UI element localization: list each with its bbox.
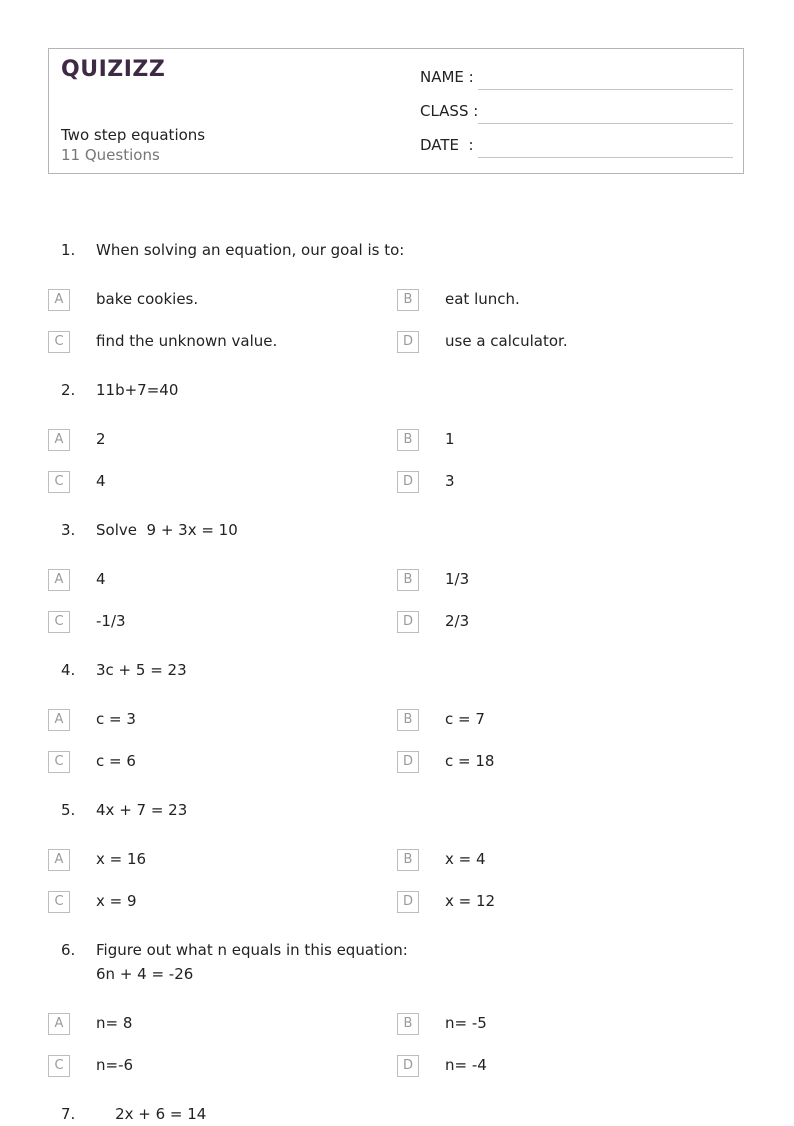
question-text: Solve 9 + 3x = 10 — [96, 521, 238, 539]
option-letter-b[interactable]: B — [397, 709, 419, 731]
option-text-a: c = 3 — [96, 710, 136, 728]
option-letter-c[interactable]: C — [48, 1055, 70, 1077]
option-letter-d[interactable]: D — [397, 891, 419, 913]
option-letter-a[interactable]: A — [48, 429, 70, 451]
question-number: 7. — [61, 1105, 76, 1123]
option-text-d: 3 — [445, 472, 455, 490]
option-letter-c[interactable]: C — [48, 471, 70, 493]
option-text-c: x = 9 — [96, 892, 137, 910]
option-text-a: 4 — [96, 570, 106, 588]
worksheet-header — [48, 48, 744, 174]
option-text-b: c = 7 — [445, 710, 485, 728]
option-letter-c[interactable]: C — [48, 611, 70, 633]
name-label: NAME : — [420, 68, 474, 86]
option-text-d: x = 12 — [445, 892, 496, 910]
name-field[interactable] — [420, 68, 733, 90]
option-letter-a[interactable]: A — [48, 289, 70, 311]
worksheet-title: Two step equations — [61, 126, 206, 144]
class-field[interactable] — [420, 102, 733, 124]
date-line[interactable] — [478, 157, 733, 158]
option-text-d: use a calculator. — [445, 332, 568, 350]
class-line[interactable] — [478, 123, 733, 124]
option-text-d: n= -4 — [445, 1056, 487, 1074]
question-number: 2. — [61, 381, 76, 399]
question-number: 6. — [61, 941, 76, 959]
option-text-b: n= -5 — [445, 1014, 487, 1032]
option-letter-d[interactable]: D — [397, 331, 419, 353]
option-text-a: bake cookies. — [96, 290, 199, 308]
question-text: 3c + 5 = 23 — [96, 661, 187, 679]
name-line[interactable] — [478, 89, 733, 90]
option-text-b: 1/3 — [445, 570, 470, 588]
question-text: 2x + 6 = 14 — [96, 1105, 207, 1123]
question-text: When solving an equation, our goal is to: — [96, 241, 405, 259]
class-label: CLASS : — [420, 102, 479, 120]
option-text-d: c = 18 — [445, 752, 495, 770]
option-letter-c[interactable]: C — [48, 891, 70, 913]
option-text-c: find the unknown value. — [96, 332, 278, 350]
question-number: 5. — [61, 801, 76, 819]
question-text: Figure out what n equals in this equation: 6n + 4 = -26 — [96, 941, 408, 983]
option-letter-d[interactable]: D — [397, 611, 419, 633]
question-count: 11 Questions — [61, 146, 160, 164]
date-field[interactable] — [420, 136, 733, 158]
question-number: 4. — [61, 661, 76, 679]
question-text: 11b+7=40 — [96, 381, 179, 399]
option-letter-d[interactable]: D — [397, 471, 419, 493]
option-letter-a[interactable]: A — [48, 569, 70, 591]
question-number: 3. — [61, 521, 76, 539]
option-text-a: n= 8 — [96, 1014, 133, 1032]
option-text-b: 1 — [445, 430, 455, 448]
option-text-c: n=-6 — [96, 1056, 134, 1074]
option-text-c: c = 6 — [96, 752, 136, 770]
option-letter-b[interactable]: B — [397, 849, 419, 871]
date-label: DATE : — [420, 136, 474, 154]
option-letter-a[interactable]: A — [48, 709, 70, 731]
option-letter-a[interactable]: A — [48, 849, 70, 871]
option-text-b: eat lunch. — [445, 290, 520, 308]
option-text-d: 2/3 — [445, 612, 470, 630]
option-letter-d[interactable]: D — [397, 751, 419, 773]
option-letter-b[interactable]: B — [397, 1013, 419, 1035]
option-text-a: 2 — [96, 430, 106, 448]
option-letter-a[interactable]: A — [48, 1013, 70, 1035]
quizizz-logo: QUIZIZZ — [61, 57, 166, 82]
option-text-c: -1/3 — [96, 612, 126, 630]
option-letter-c[interactable]: C — [48, 331, 70, 353]
option-text-c: 4 — [96, 472, 106, 490]
option-letter-c[interactable]: C — [48, 751, 70, 773]
question-number: 1. — [61, 241, 76, 259]
option-text-a: x = 16 — [96, 850, 147, 868]
option-letter-d[interactable]: D — [397, 1055, 419, 1077]
option-letter-b[interactable]: B — [397, 289, 419, 311]
option-letter-b[interactable]: B — [397, 569, 419, 591]
option-letter-b[interactable]: B — [397, 429, 419, 451]
question-text: 4x + 7 = 23 — [96, 801, 188, 819]
option-text-b: x = 4 — [445, 850, 486, 868]
